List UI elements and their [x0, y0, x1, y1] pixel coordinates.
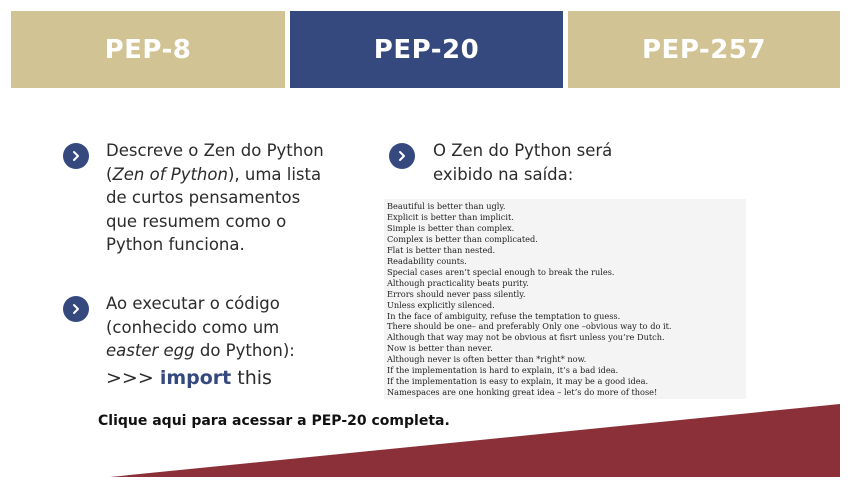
text-fragment: (: [106, 164, 113, 184]
zen-line: There should be one– and preferably Only one –obvious way to do it.: [387, 321, 672, 332]
text-italic: Zen of Python: [112, 164, 228, 184]
text-line: O Zen do Python será: [433, 141, 613, 160]
tab-label: PEP-20: [373, 34, 480, 65]
text-line: (conhecido como um: [106, 317, 280, 337]
text-line: de curtos pensamentos: [106, 188, 301, 207]
zen-line: Although never is often better than *right* now.: [387, 354, 587, 365]
code-import-this: [106, 365, 356, 391]
text-italic: easter egg: [106, 341, 195, 360]
zen-output-text: [384, 199, 746, 398]
zen-line: Simple is better than complex.: [387, 222, 515, 233]
zen-line: Although that way may not be obvious at fisrt unless you’re Dutch.: [387, 332, 665, 343]
text-line: Descreve o Zen do Python: [106, 141, 324, 160]
zen-line: Errors should never pass silently.: [387, 288, 526, 299]
text-line: [106, 163, 356, 187]
tab-label: PEP-257: [642, 34, 766, 65]
zen-output-box: [384, 199, 746, 399]
zen-line: Beautiful is better than ugly.: [387, 201, 506, 211]
bullet-text-output: [433, 139, 733, 186]
code-prompt: >>>: [106, 366, 160, 389]
zen-line: Readability counts.: [387, 255, 467, 266]
text-line: que resumem como o: [106, 211, 287, 231]
bullet-text-execution: [106, 292, 356, 391]
chevron-right-icon: [389, 143, 415, 169]
zen-line: Although practicality beats purity.: [387, 277, 529, 288]
text-line: Python funciona.: [106, 235, 245, 254]
zen-line: Flat is better than nested.: [387, 244, 496, 255]
zen-line: Unless explicitly silenced.: [387, 299, 495, 310]
text-line: exibido na saída:: [433, 164, 574, 184]
text-fragment: ), uma lista: [227, 164, 322, 184]
tab-pep-20[interactable]: [290, 11, 563, 88]
pep-20-link[interactable]: Clique aqui para acessar a PEP-20 completa.: [98, 413, 450, 429]
zen-line: Explicit is better than implicit.: [387, 211, 514, 222]
zen-line: Complex is better than complicated.: [387, 233, 538, 244]
text-fragment: do Python):: [194, 341, 295, 360]
text-line: [106, 339, 356, 363]
text-line: Ao executar o código: [106, 294, 280, 313]
chevron-right-icon: [63, 143, 89, 169]
code-keyword: import: [159, 366, 232, 389]
zen-line: If the implementation is easy to explain, it may be a good idea.: [387, 376, 649, 387]
zen-line: In the face of ambiguity, refuse the temptation to guess.: [387, 310, 621, 321]
code-module: this: [231, 366, 272, 389]
zen-line: Special cases aren’t special enough to break the rules.: [387, 266, 615, 277]
tab-pep-8[interactable]: [11, 11, 285, 88]
tab-pep-257[interactable]: [568, 11, 840, 88]
chevron-right-icon: [63, 296, 89, 322]
zen-line: If the implementation is hard to explain, it’s a bad idea.: [387, 365, 619, 376]
bullet-text-description: [106, 139, 356, 257]
zen-line: Namespaces are one honking great idea – let’s do more of those!: [387, 387, 658, 398]
zen-line: Now is better than never.: [387, 343, 493, 354]
tab-label: PEP-8: [104, 34, 192, 65]
